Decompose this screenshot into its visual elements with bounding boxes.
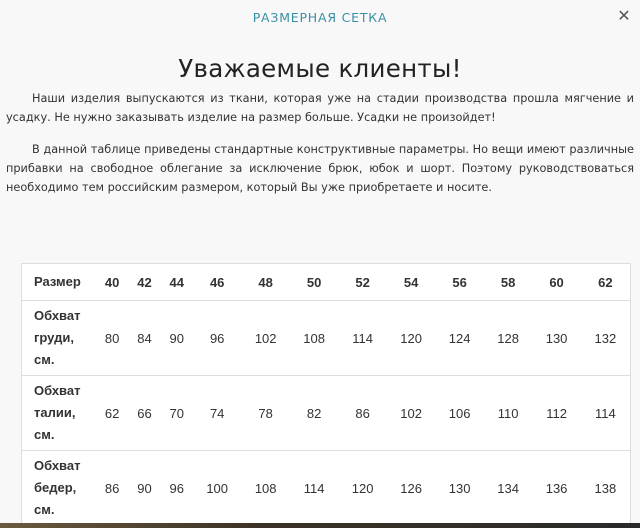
measurement-value: 130 (435, 451, 483, 526)
size-header-cell: 52 (338, 264, 386, 301)
measurement-value: 90 (128, 451, 160, 526)
size-header-cell: 48 (241, 264, 289, 301)
table-row (22, 451, 631, 526)
measurement-value: 90 (161, 301, 193, 376)
measurement-value: 128 (484, 301, 532, 376)
measurement-value: 84 (128, 301, 160, 376)
size-header-cell: 54 (387, 264, 435, 301)
measurement-value: 134 (484, 451, 532, 526)
size-header-cell: 60 (532, 264, 580, 301)
measurement-value: 102 (241, 301, 289, 376)
size-header-cell: 56 (435, 264, 483, 301)
shrinkage-notice: Наши изделия выпускаются из ткани, которая уже на стадии производства прошла мягчение и усадку. Не нужно заказывать изделие на размер больше. Усадки не произойдет! (6, 92, 634, 124)
measurement-value: 136 (532, 451, 580, 526)
measurement-value: 66 (128, 376, 160, 451)
page-background-strip (0, 523, 640, 528)
measurement-value: 114 (290, 451, 338, 526)
measurement-value: 82 (290, 376, 338, 451)
measurement-value: 130 (532, 301, 580, 376)
measurement-value: 74 (193, 376, 241, 451)
measurement-label: Обхват талии, см. (22, 376, 97, 451)
size-header-cell: 44 (161, 264, 193, 301)
table-row (22, 376, 631, 451)
measurement-value: 86 (96, 451, 128, 526)
measurement-value: 78 (241, 376, 289, 451)
measurement-value: 102 (387, 376, 435, 451)
measurement-value: 96 (161, 451, 193, 526)
measurement-value: 112 (532, 376, 580, 451)
size-header-cell: 50 (290, 264, 338, 301)
size-header-cell: 46 (193, 264, 241, 301)
size-header-cell: 40 (96, 264, 128, 301)
modal-title: РАЗМЕРНАЯ СЕТКА (252, 9, 388, 25)
measurement-value: 114 (581, 376, 631, 451)
measurement-value: 106 (435, 376, 483, 451)
measurement-value: 80 (96, 301, 128, 376)
measurement-value: 120 (338, 451, 386, 526)
measurement-label: Обхват бедер, см. (22, 451, 97, 526)
size-table (21, 263, 631, 526)
size-header-cell: 58 (484, 264, 532, 301)
measurement-value: 132 (581, 301, 631, 376)
measurement-label: Обхват груди, см. (22, 301, 97, 376)
measurement-value: 110 (484, 376, 532, 451)
greeting-heading: Уважаемые клиенты! (178, 54, 462, 83)
close-icon[interactable]: ✕ (617, 6, 631, 25)
measurement-value: 108 (241, 451, 289, 526)
table-row (22, 301, 631, 376)
measurement-value: 62 (96, 376, 128, 451)
measurement-value: 108 (290, 301, 338, 376)
measurement-value: 114 (338, 301, 386, 376)
modal-header (0, 0, 640, 34)
size-header-label: Размер (22, 264, 97, 301)
measurement-value: 126 (387, 451, 435, 526)
measurement-value: 86 (338, 376, 386, 451)
measurement-value: 120 (387, 301, 435, 376)
measurement-value: 100 (193, 451, 241, 526)
sizing-advice: В данной таблице приведены стандартные конструктивные параметры. Но вещи имеют различные прибавки на свободное облегание за исключение брюк, юбок и шорт. Поэтому руководствоваться необходимо тем российским размером, который Вы уже приобретаете и носите. (6, 143, 634, 194)
table-header-row (22, 264, 631, 301)
size-header-cell: 62 (581, 264, 631, 301)
size-header-cell: 42 (128, 264, 160, 301)
measurement-value: 70 (161, 376, 193, 451)
measurement-value: 138 (581, 451, 631, 526)
measurement-value: 124 (435, 301, 483, 376)
measurement-value: 96 (193, 301, 241, 376)
